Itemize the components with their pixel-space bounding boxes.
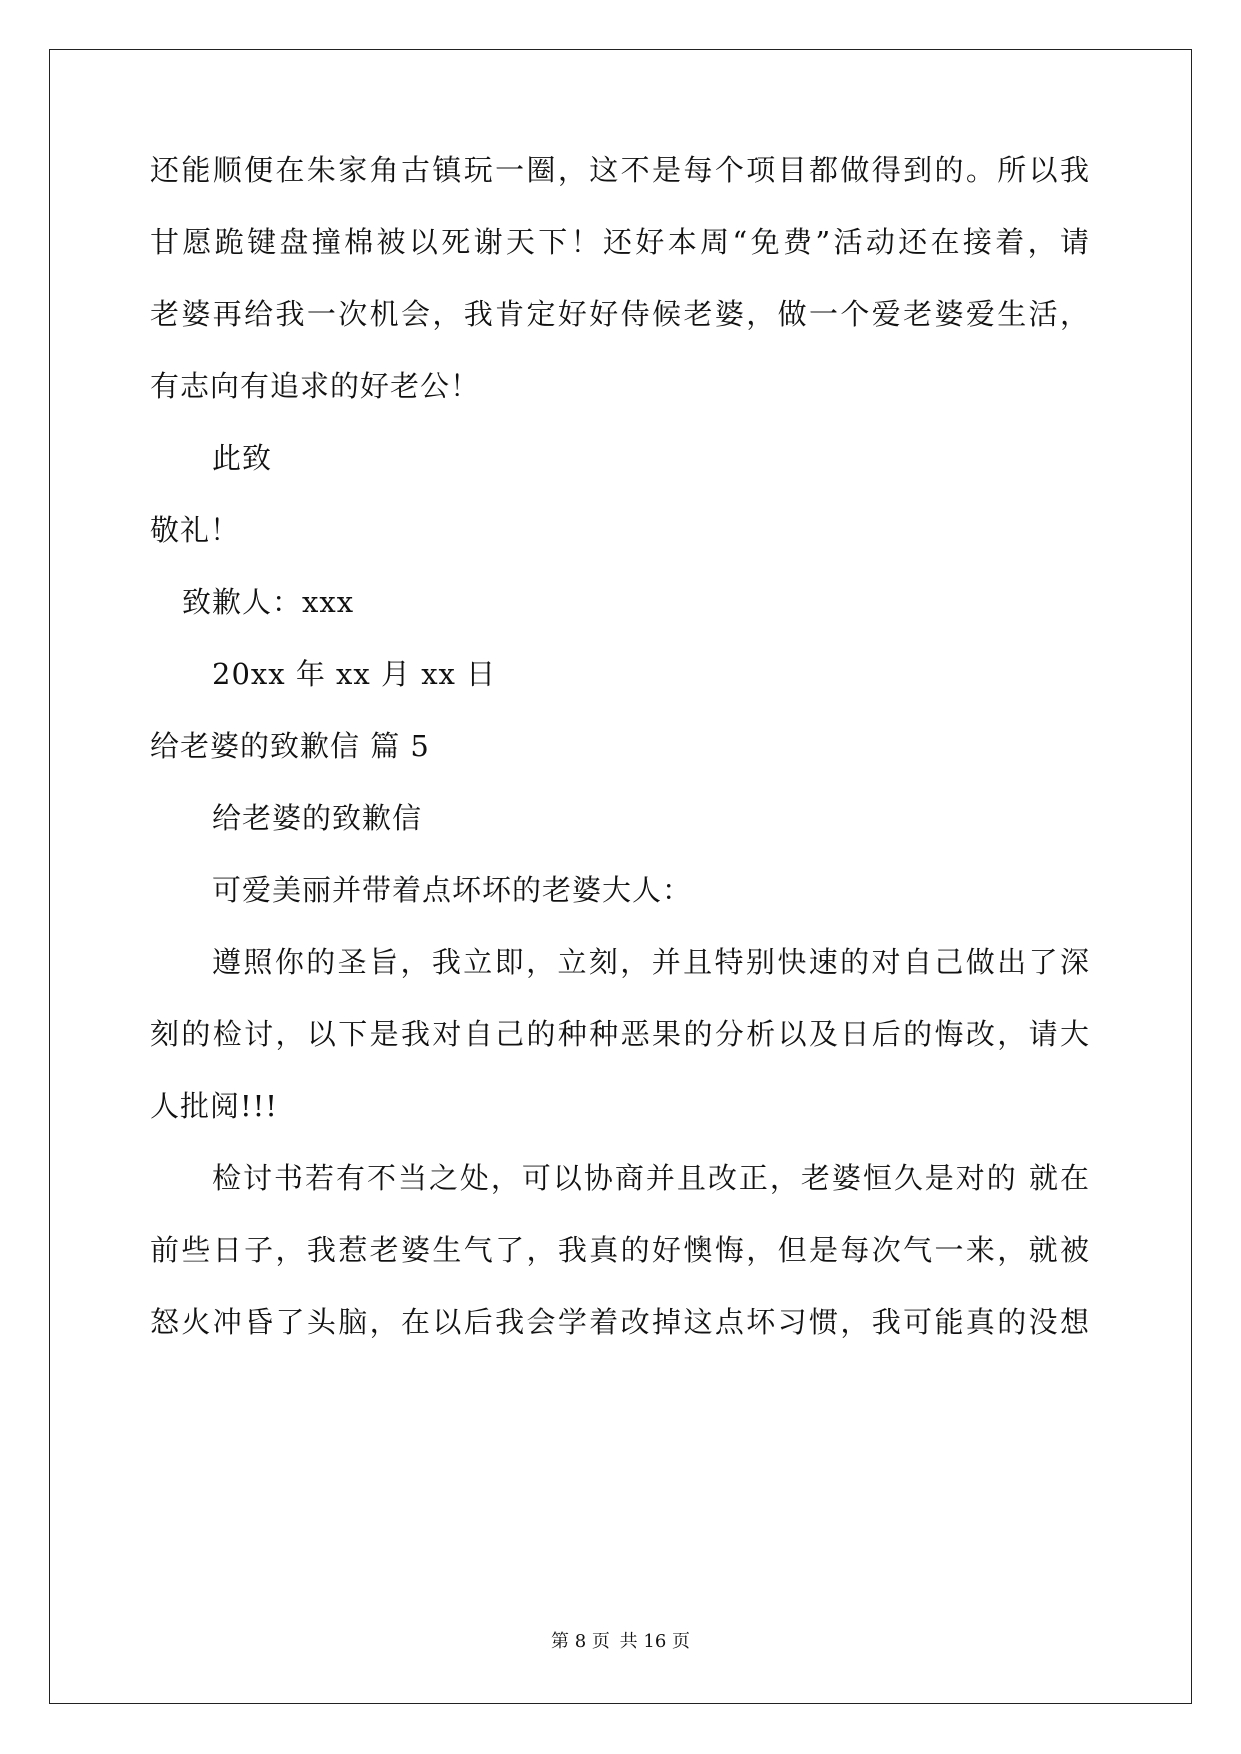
page-footer [0,1627,1241,1653]
page-total: 共 16 页 [619,1631,690,1652]
body-line-17: 怒火冲昏了头脑，在以后我会学着改掉这点坏习惯，我可能真的没想 [150,1305,1090,1339]
section-heading: 给老婆的致歉信 篇 5 [150,729,430,763]
letter-title: 给老婆的致歉信 [212,801,423,835]
date-line: 20xx 年 xx 月 xx 日 [212,657,497,691]
body-line-13: 刻的检讨，以下是我对自己的种种恶果的分析以及日后的悔改，请大 [150,1017,1090,1051]
body-line-15: 检讨书若有不当之处，可以协商并且改正，老婆恒久是对的 就在 [212,1161,1090,1195]
page-number: 第 8 页 [551,1631,610,1652]
body-line-4: 有志向有追求的好老公！ [150,369,481,403]
body-line-16: 前些日子，我惹老婆生气了，我真的好懊悔，但是每次气一来，就被 [150,1233,1090,1267]
salutation-regards: 敬礼！ [150,513,241,547]
body-line-1: 还能顺便在朱家角古镇玩一圈，这不是每个项目都做得到的。所以我 [150,153,1090,187]
closing-phrase: 此致 [212,441,273,475]
body-line-3: 老婆再给我一次机会，我肯定好好侍候老婆，做一个爱老婆爱生活， [150,297,1090,331]
body-line-12: 遵照你的圣旨，我立即，立刻，并且特别快速的对自己做出了深 [212,945,1090,979]
signature-line: 致歉人：xxx [182,585,355,619]
body-line-14: 人批阅!!! [150,1089,278,1123]
body-line-2: 甘愿跪键盘撞棉被以死谢天下！还好本周“免费”活动还在接着，请 [150,225,1090,259]
letter-greeting: 可爱美丽并带着点坏坏的老婆大人： [212,873,693,907]
